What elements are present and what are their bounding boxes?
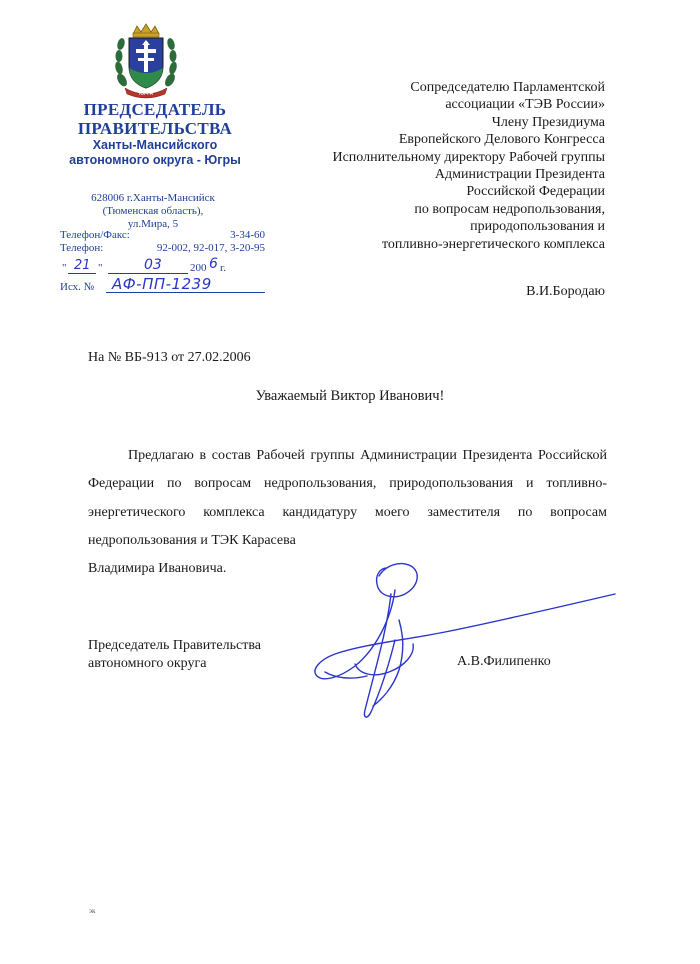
footer-mark: эк: [89, 907, 96, 915]
recipient-line: Европейского Делового Конгресса: [398, 132, 605, 148]
handwritten-signature: [295, 560, 625, 730]
recipient-name: В.И.Бородаю: [526, 284, 605, 299]
address-line3: ул.Мира, 5: [127, 218, 179, 230]
letterhead: [52, 100, 258, 168]
date-quote-open: ": [62, 262, 67, 274]
recipient-block: [332, 79, 605, 253]
phone-row: [60, 242, 265, 255]
recipient-line: ассоциации «ТЭВ России»: [445, 97, 605, 113]
signer-position: [88, 637, 261, 673]
address-line1: 628006 г.Ханты-Мансийск: [91, 192, 215, 204]
letterhead-title-line2: ПРАВИТЕЛЬСТВА: [77, 119, 233, 138]
recipient-line: природопользования и: [470, 219, 605, 235]
recipient-line: Администрации Президента: [434, 167, 605, 183]
body-paragraph-end: Владимира Ивановича.: [88, 561, 227, 577]
date-month-underline: [108, 273, 188, 274]
date-suffix: г.: [220, 262, 227, 274]
outgoing-reference: [60, 276, 265, 294]
recipient-line: Российской Федерации: [466, 184, 605, 200]
date-month-handwritten: 03: [144, 257, 162, 273]
emblem-label: ЮГРА: [138, 91, 154, 97]
date-quote-close: ": [98, 262, 103, 274]
outgoing-date: [60, 258, 265, 276]
date-day-underline: [68, 273, 96, 274]
in-reply-reference: На № ВБ-913 от 27.02.2006: [88, 350, 251, 365]
address-line2: (Тюменская область),: [102, 205, 204, 217]
phone-label: Телефон:: [60, 242, 104, 254]
date-year-printed: 200: [190, 262, 207, 274]
ref-number-handwritten: АФ-ПП-1239: [112, 275, 212, 293]
date-year-handwritten: 6: [209, 256, 218, 272]
recipient-line: по вопросам недропользования,: [414, 201, 605, 217]
letterhead-subtitle-line2: автономного округа - Югры: [69, 153, 241, 167]
sender-address: [78, 192, 228, 231]
body-paragraph: Предлагаю в состав Рабочей группы Администрации Президента Российской Федерации по вопросам недропользования, природопользования и топливно-энергетического комплекса кандидатуру моего заместителя по вопросам недропользования и ТЭК Карасева: [88, 448, 607, 548]
phone-fax-label: Телефон/Факс:: [60, 229, 130, 241]
phone-value: 92-002, 92-017, 3-20-95: [156, 242, 265, 254]
phone-fax-value: 3-34-60: [230, 229, 265, 241]
recipient-line: Сопредседателю Парламентской: [410, 80, 605, 95]
salutation: Уважаемый Виктор Иванович!: [255, 388, 445, 404]
phone-fax-row: [60, 229, 265, 242]
ref-label: Исх. №: [60, 281, 95, 293]
signer-position-line1: Председатель Правительства: [88, 638, 261, 653]
ref-underline: [106, 292, 265, 293]
recipient-line: Исполнительному директору Рабочей группы: [332, 149, 605, 165]
letterhead-subtitle-line1: Ханты-Мансийского: [92, 138, 218, 152]
recipient-line: топливно-энергетического комплекса: [382, 236, 605, 252]
recipient-line: Члену Президиума: [491, 114, 605, 130]
date-day-handwritten: 21: [74, 258, 91, 273]
coat-of-arms-emblem: [113, 22, 179, 100]
letterhead-title-line1: ПРЕДСЕДАТЕЛЬ: [83, 100, 227, 119]
sender-phones: [60, 229, 265, 255]
signer-name: А.В.Филипенко: [457, 654, 551, 669]
signer-position-line2: автономного округа: [88, 656, 207, 671]
